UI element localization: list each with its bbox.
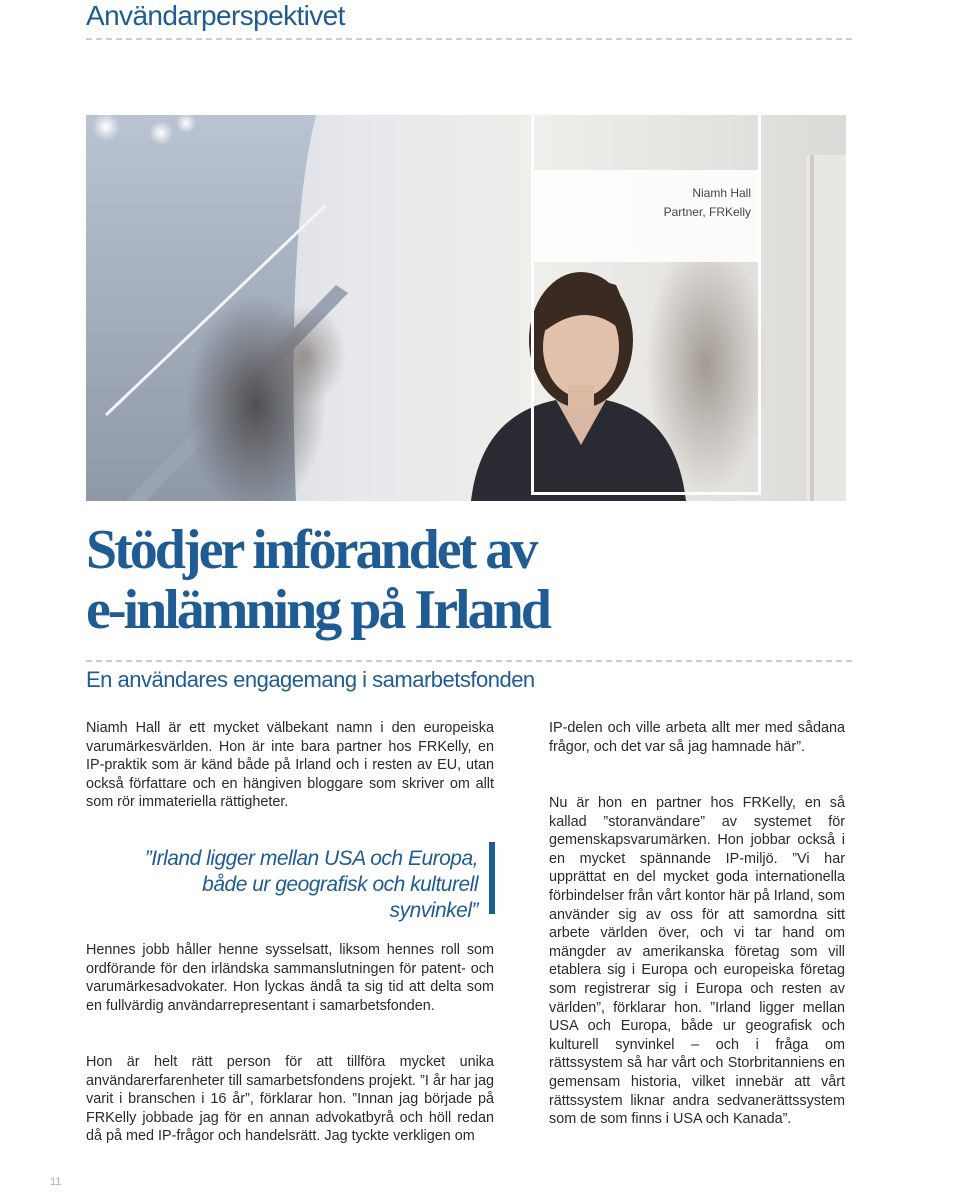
body-paragraph: Niamh Hall är ett mycket välbekant namn i den europeiska varumärkesvärlden. Hon är inte bara partner hos FRKelly, en IP-praktik som är känd både på Irland och i resten av EU, utan också författare och en hängiven bloggare som skriver om allt som rör immateriella rättigheter. [86,720,494,811]
portrait-photo [86,115,846,501]
section-title: Användarperspektivet [86,0,345,31]
body-paragraph: IP-delen och ville arbeta allt mer med sådana frågor, och det var så jag hamnade här”. [549,720,845,755]
headline-divider [86,660,852,662]
photo-caption [531,170,761,262]
headline [86,520,846,640]
pull-quote [86,846,478,924]
headline-line-1: Stödjer införandet av [86,519,536,581]
headline-line-2: e-inlämning på Irland [86,579,549,641]
subtitle: En användares engagemang i samarbetsfonden [86,667,535,692]
caption-role: Partner, FRKelly [663,205,751,219]
body-paragraph: Nu är hon en partner hos FRKelly, en så kallad ”storanvändare” av systemet för gemenskapsvarumärken. Hon jobbar också i en mycket spännande IP-miljö. ”Vi har upprättat en del mycket goda internationella förbindelser från vårt kontor här på Irland, som använder sig av oss för att samordna sitt arbete världen över, och vi tar hand om mängder av amerikanska företag som vill etablera sig i Europa och europeiska företag som registrerar sig i Europa och resten av världen”, förklarar hon. ”Irland ligger mellan USA och Europa, både ur geografisk och kulturell synvinkel – och i fråga om rättssystem så har vårt och Storbritanniens en gemensam historia, vilket innebär att vårt rättssystem liknar andra sedvanerättssystem som de som finns i USA och Kanada”. [549,795,845,1128]
pull-quote-line-2: både ur geografisk och kulturell [202,873,478,896]
body-paragraph: Hon är helt rätt person för att tillföra mycket unika användarerfarenheter till samarbetsfondens projekt. ”I år har jag varit i branschen i 16 år”, förklarar hon. ”Innan jag började på FRKelly jobbade jag för en annan advokatbyrå och höll redan då på med IP-frågor och handelsrätt. Jag tyckte verkligen om [86,1054,494,1145]
body-paragraph: Hennes jobb håller henne sysselsatt, liksom hennes roll som ordförande för den irländska sammanslutningen för patent- och varumärkesadvokater. Hon lyckas ändå ta sig tid att delta som en fullvärdig användarrepresentant i samarbetsfonden. [86,942,494,1014]
top-divider [86,38,852,40]
pull-quote-line-3: synvinkel” [389,899,478,922]
pull-quote-bar [489,842,495,914]
page-number: 11 [50,1176,62,1188]
pull-quote-line-1: ”Irland ligger mellan USA och Europa, [144,847,478,870]
caption-name: Niamh Hall [692,186,751,200]
